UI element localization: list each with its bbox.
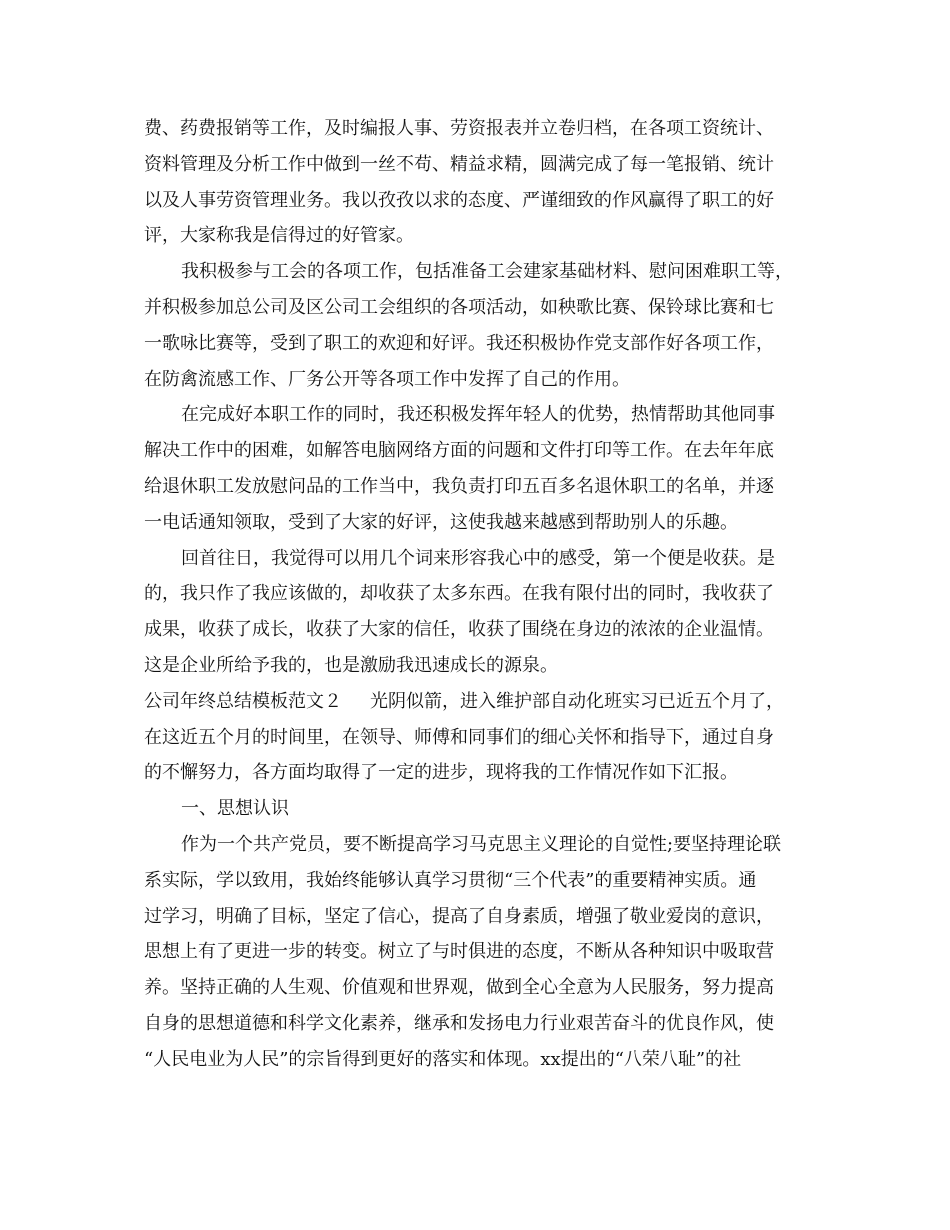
paragraph <box>144 397 804 540</box>
text-line: 在完成好本职工作的同时，我还积极发挥年轻人的优势，热情帮助其他同事 <box>181 404 775 426</box>
text-line: 一电话通知领取，受到了大家的好评，这使我越来越感到帮助别人的乐趣。 <box>144 511 738 533</box>
text-line: 并积极参加总公司及区公司工会组织的各项活动，如秧歌比赛、保铃球比赛和七 <box>144 296 774 318</box>
text-line: 一歌咏比赛等，受到了职工的欢迎和好评。我还积极协作党支部作好各项工作， <box>144 332 774 354</box>
text-line: 思想上有了更进一步的转变。树立了与时俱进的态度，不断从各种知识中吸取营 <box>144 941 774 963</box>
text-line: 回首往日，我觉得可以用几个词来形容我心中的感受，第一个便是收获。是 <box>181 547 775 569</box>
text-line: 过学习，明确了目标，坚定了信心，提高了自身素质，增强了敬业爱岗的意识， <box>144 905 774 927</box>
text-line: 给退休职工发放慰问品的工作当中，我负责打印五百多名退休职工的名单，并逐 <box>144 475 774 497</box>
section-heading-line <box>144 684 804 720</box>
text-line: 养。坚持正确的人生观、价值观和世界观，做到全心全意为人民服务，努力提高 <box>144 977 774 999</box>
section-title: 公司年终总结模板范文２ <box>144 690 342 712</box>
text-line: 系实际，学以致用，我始终能够认真学习贯彻“三个代表”的重要精神实质。通 <box>144 869 757 891</box>
text-line: 的，我只作了我应该做的，却收获了太多东西。在我有限付出的同时，我收获了 <box>144 583 774 605</box>
text-line: “人民电业为人民”的宗旨得到更好的落实和体现。xx提出的“八荣八耻”的社 <box>144 1048 742 1070</box>
text-line: 我积极参与工会的各项工作，包括准备工会建家基础材料、慰问困难职工等， <box>181 261 793 283</box>
text-line: 成果，收获了成长，收获了大家的信任，收获了围绕在身边的浓浓的企业温情。 <box>144 619 774 641</box>
text-line: 解决工作中的困难，如解答电脑网络方面的问题和文件打印等工作。在去年年底 <box>144 440 774 462</box>
text-line: 这是企业所给予我的，也是激励我迅速成长的源泉。 <box>144 654 558 676</box>
text-line: 资料管理及分析工作中做到一丝不苟、精益求精，圆满完成了每一笔报销、统计 <box>144 153 774 175</box>
text-line: 以及人事劳资管理业务。我以孜孜以求的态度、严谨细致的作风赢得了职工的好 <box>144 189 774 211</box>
subheading: 一、思想认识 <box>181 798 289 820</box>
text-line: 的不懈努力，各方面均取得了一定的进步，现将我的工作情况作如下汇报。 <box>144 762 738 784</box>
text-line: 费、药费报销等工作，及时编报人事、劳资报表并立卷归档，在各项工资统计、 <box>144 118 774 139</box>
section <box>144 684 804 791</box>
text-line: 光阴似箭，进入维护部自动化班实习已近五个月了， <box>370 690 784 712</box>
text-line: 在防禽流感工作、厂务公开等各项工作中发挥了自己的作用。 <box>144 368 630 390</box>
paragraph <box>144 111 804 254</box>
text-line: 在这近五个月的时间里，在领导、师傅和同事们的细心关怀和指导下，通过自身 <box>144 726 774 748</box>
text-line: 作为一个共产党员，要不断提高学习马克思主义理论的自觉性;要坚持理论联 <box>181 833 782 855</box>
text-line: 评，大家称我是信得过的好管家。 <box>144 225 414 247</box>
paragraph <box>144 541 804 684</box>
paragraph <box>144 254 804 397</box>
text-line: 自身的思想道德和科学文化素养，继承和发扬电力行业艰苦奋斗的优良作风，使 <box>144 1012 774 1034</box>
document-body <box>144 111 804 1078</box>
paragraph <box>144 827 804 1078</box>
